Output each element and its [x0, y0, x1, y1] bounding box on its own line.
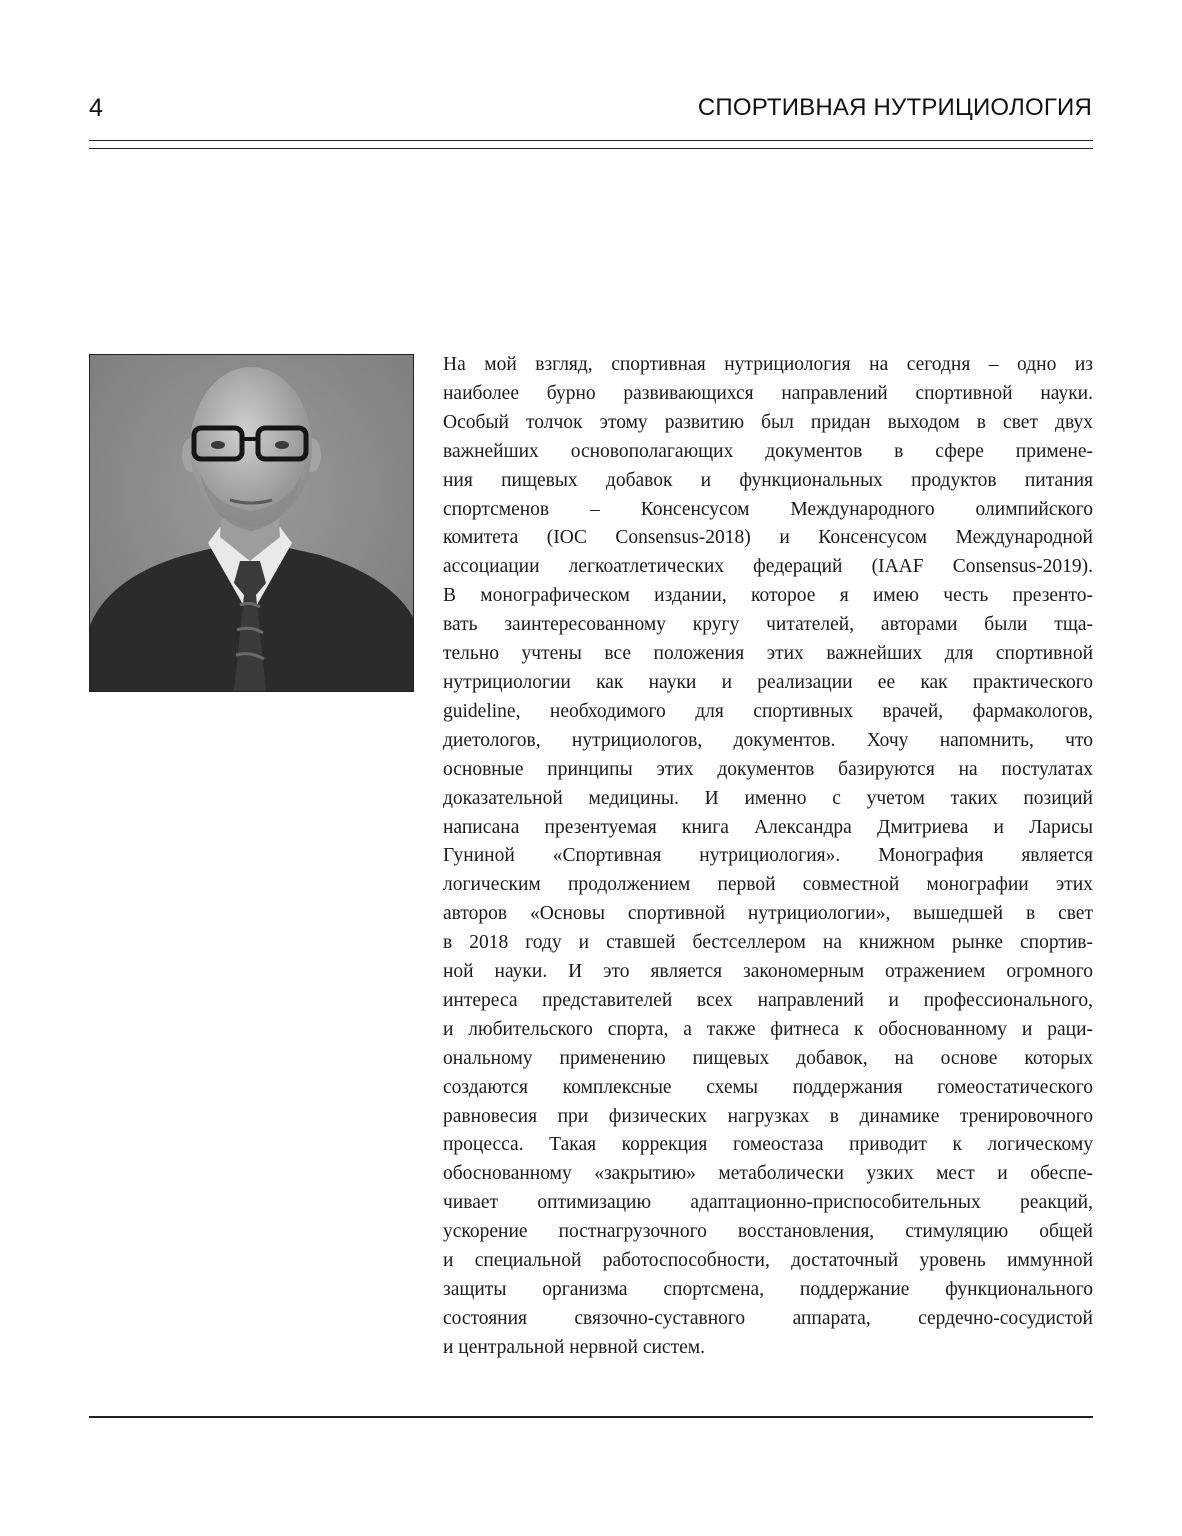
body-text-line: диетологов, нутрициологов, документов. Хочу напомнить, что — [443, 729, 1093, 751]
footer-rule — [89, 1416, 1093, 1418]
body-text-line: важнейших основополагающих документов в сфере примене- — [443, 440, 1093, 462]
header-rule-bottom — [89, 148, 1093, 149]
running-title: СПОРТИВНАЯ НУТРИЦИОЛОГИЯ — [697, 94, 1092, 121]
body-text — [443, 351, 1093, 1363]
body-text-line: вать заинтересованному кругу читателей, авторами были тща- — [443, 614, 1093, 636]
body-text-line: комитета (IOC Consensus-2018) и Консенсусом Международной — [443, 527, 1093, 549]
body-text-line: и любительского спорта, а также фитнеса к обоснованному и раци- — [443, 1018, 1093, 1040]
body-text-line: основные принципы этих документов базируются на постулатах — [443, 758, 1093, 780]
body-text-line: интереса представителей всех направлений и профессионального, — [443, 989, 1093, 1011]
body-text-line: ассоциации легкоатлетических федераций (IAAF Consensus-2019). — [443, 556, 1093, 578]
body-text-line: обоснованному «закрытию» метаболически узких мест и обеспе- — [443, 1163, 1093, 1185]
body-text-line: в 2018 году и ставшей бестселлером на книжном рынке спортив- — [443, 932, 1093, 954]
body-text-line: процесса. Такая коррекция гомеостаза приводит к логическому — [443, 1134, 1093, 1156]
body-text-line: состояния связочно-суставного аппарата, сердечно-сосудистой — [443, 1307, 1093, 1329]
body-text-line: создаются комплексные схемы поддержания гомеостатического — [443, 1076, 1093, 1098]
body-text-line: чивает оптимизацию адаптационно-приспособительных реакций, — [443, 1192, 1093, 1214]
author-portrait — [89, 354, 414, 692]
body-text-line: тельно учтены все положения этих важнейших для спортивной — [443, 643, 1093, 665]
body-text-line: ния пищевых добавок и функциональных продуктов питания — [443, 469, 1093, 491]
body-text-line: защиты организма спортсмена, поддержание функционального — [443, 1279, 1093, 1300]
body-text-line: ной науки. И это является закономерным отражением огромного — [443, 961, 1093, 983]
body-text-line: и специальной работоспособности, достаточный уровень иммунной — [443, 1250, 1093, 1272]
body-text-line: нутрициологии как науки и реализации ее как практического — [443, 671, 1093, 693]
page-number: 4 — [89, 94, 103, 122]
body-text-line: и центральной нервной систем. — [443, 1336, 705, 1358]
body-text-line: ускорение постнагрузочного восстановления, стимуляцию общей — [443, 1221, 1093, 1243]
body-text-line: написана презентуемая книга Александра Дмитриева и Ларисы — [443, 816, 1093, 838]
body-text-line: Особый толчок этому развитию был придан выходом в свет двух — [443, 411, 1093, 433]
body-text-line: доказательной медицины. И именно с учетом таких позиций — [443, 787, 1093, 809]
body-text-line: спортсменов – Консенсусом Международного олимпийского — [443, 498, 1093, 520]
body-text-line: На мой взгляд, спортивная нутрициология на сегодня – одно из — [443, 354, 1093, 375]
body-text-line: Гуниной «Спортивная нутрициология». Монография является — [443, 845, 1093, 867]
body-text-line: наиболее бурно развивающихся направлений спортивной науки. — [443, 382, 1093, 404]
body-text-line: guideline, необходимого для спортивных врачей, фармакологов, — [443, 700, 1093, 722]
body-text-line: авторов «Основы спортивной нутрициологии», вышедшей в свет — [443, 903, 1093, 925]
body-text-line: логическим продолжением первой совместной монографии этих — [443, 874, 1093, 896]
header-rule-top — [89, 140, 1093, 141]
body-text-line: В монографическом издании, которое я имею честь презенто- — [443, 585, 1093, 607]
body-text-line: ональному применению пищевых добавок, на основе которых — [443, 1047, 1093, 1069]
body-text-line: равновесия при физических нагрузках в динамике тренировочного — [443, 1105, 1093, 1127]
